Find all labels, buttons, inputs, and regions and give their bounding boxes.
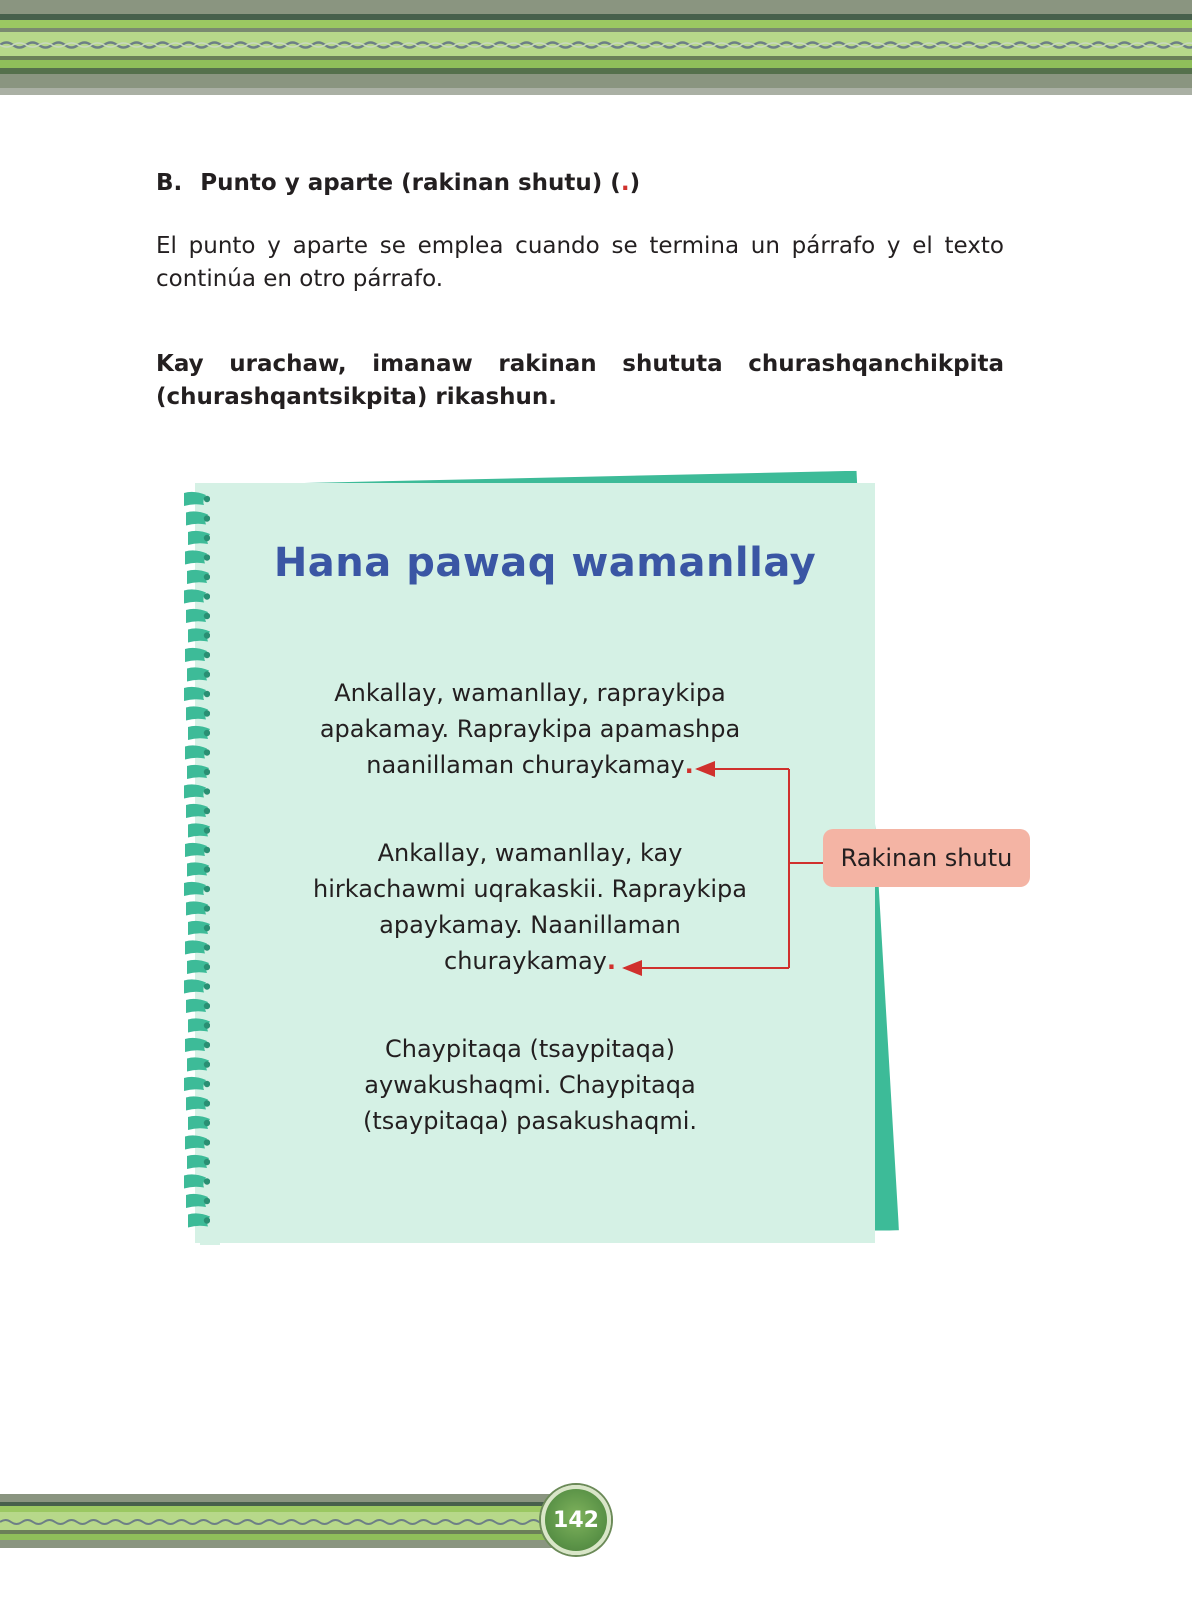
stanza-2-line-3: apaykamay. Naanillaman: [379, 911, 681, 939]
section-title-dot: .: [620, 170, 630, 196]
stanza-2-line-2: hirkachawmi uqrakaskii. Rapraykipa: [313, 875, 747, 903]
stanza-1-line-2: apakamay. Rapraykipa apamashpa: [319, 715, 741, 743]
stanza-1-end-mark: .: [684, 751, 694, 779]
bottom-decorative-band: [0, 1494, 600, 1548]
stanza-2-end-mark: .: [606, 947, 616, 975]
stanza-1-line-1: Ankallay, wamanllay, rapraykipa: [334, 679, 726, 707]
page-number: 142: [541, 1485, 611, 1555]
callout-label: Rakinan shutu: [823, 829, 1030, 887]
intro-paragraph: El punto y aparte se emplea cuando se termina un párrafo y el texto continúa en otro párrafo.: [156, 233, 1004, 292]
stanza-1-line-3: naanillaman churaykamay: [366, 751, 685, 779]
section-title: Punto y aparte (rakinan shutu) (: [200, 170, 621, 196]
stanza-3-line-3: (tsaypitaqa) pasakushaqmi.: [363, 1107, 697, 1135]
stanza-2-line-1: Ankallay, wamanllay, kay: [377, 839, 683, 867]
instruction-paragraph: Kay urachaw, imanaw rakinan shututa churashqanchikpita (churashqantsikpita) rikashun.: [156, 351, 1004, 410]
bottom-wave-pattern: [0, 1515, 600, 1529]
section-title-close: ): [629, 170, 641, 196]
section-letter: B.: [156, 170, 183, 196]
stanza-2-line-4: churaykamay: [444, 947, 607, 975]
stanza-3-line-2: aywakushaqmi. Chaypitaqa: [364, 1071, 696, 1099]
notebook-title: Hana pawaq wamanllay: [273, 540, 817, 586]
stanza-3-line-1: Chaypitaqa (tsaypitaqa): [385, 1035, 675, 1063]
